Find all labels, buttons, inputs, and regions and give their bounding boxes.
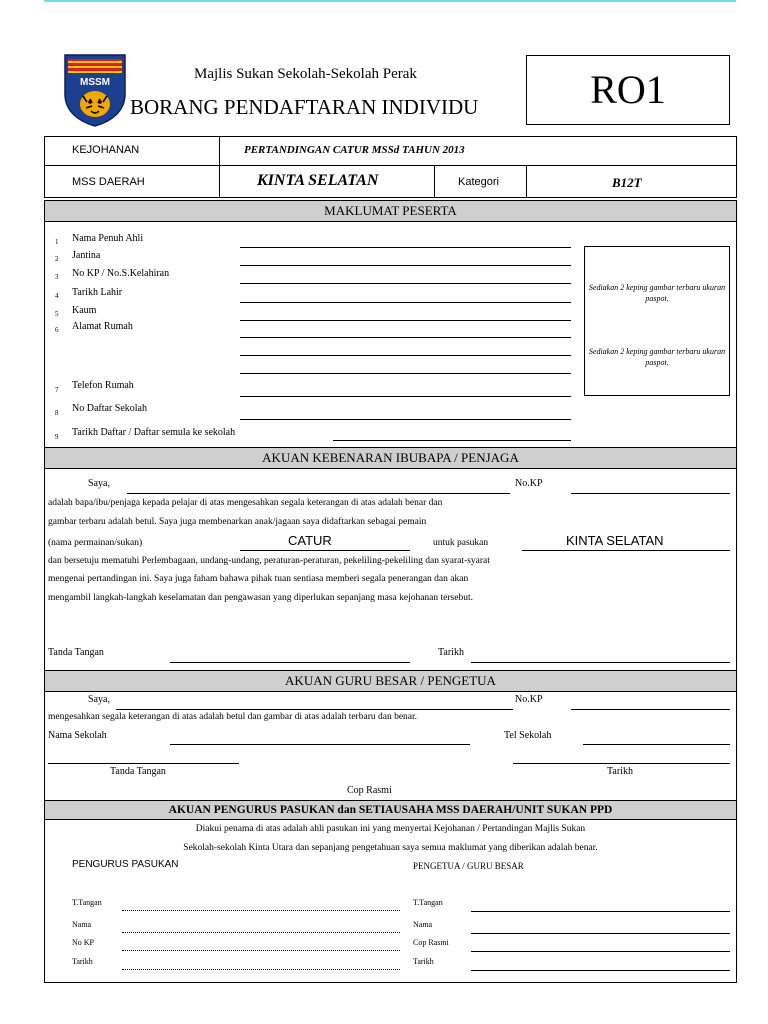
left-field-line[interactable] <box>122 950 400 951</box>
kategori-label: Kategori <box>458 176 499 188</box>
team-label: untuk pasukan <box>433 538 489 548</box>
field-label: Alamat Rumah <box>72 321 133 332</box>
left-field-label: Nama <box>72 920 92 929</box>
participant-heading: MAKLUMAT PESERTA <box>44 200 737 222</box>
manager-heading: AKUAN PENGURUS PASUKAN dan SETIAUSAHA MSS DAERAH/UNIT SUKAN PPD <box>44 800 737 820</box>
left-field-label: T.Tangan <box>72 898 102 907</box>
field-label: Telefon Rumah <box>72 380 134 391</box>
team-value: KINTA SELATAN <box>566 533 664 548</box>
parent-signature-label: Tanda Tangan <box>48 647 104 658</box>
field-num: 7 <box>55 386 59 394</box>
field-num: 1 <box>55 238 59 246</box>
parent-nokp-line[interactable] <box>571 493 730 494</box>
right-field-line[interactable] <box>471 951 730 952</box>
field-label: Nama Penuh Ahli <box>72 233 144 244</box>
principal-date-label: Tarikh <box>607 766 633 777</box>
field-num: 5 <box>55 310 59 318</box>
field-label: No Daftar Sekolah <box>72 403 147 414</box>
field-label: No KP / No.S.Kelahiran <box>72 268 170 279</box>
parent-signature-line[interactable] <box>170 662 410 663</box>
principal-nokp-line[interactable] <box>571 709 730 710</box>
parent-nokp: No.KP <box>515 478 543 489</box>
stamp-label: Cop Rasmi <box>347 785 392 796</box>
field-num: 9 <box>55 433 59 441</box>
field-line[interactable] <box>240 373 571 374</box>
field-label: Tarikh Lahir <box>72 287 123 298</box>
left-signer-title: PENGURUS PASUKAN <box>72 859 179 870</box>
school-name-label: Nama Sekolah <box>48 730 107 741</box>
left-field-line[interactable] <box>122 932 400 933</box>
principal-signature-line[interactable] <box>48 763 239 764</box>
field-label: Tarikh Daftar / Daftar semula ke sekolah <box>72 427 236 438</box>
game-value: CATUR <box>288 533 332 548</box>
right-field-line[interactable] <box>471 911 730 912</box>
principal-heading: AKUAN GURU BESAR / PENGETUA <box>44 670 737 692</box>
parent-text: mengambil langkah-langkah keselamatan dan pengawasan yang diperlukan sepanjang masa kejohanan tersebut. <box>48 593 473 603</box>
field-num: 3 <box>55 273 59 281</box>
right-field-label: Cop Rasmi <box>413 938 449 947</box>
field-line[interactable] <box>240 355 571 356</box>
principal-signature-label: Tanda Tangan <box>110 766 166 777</box>
parent-name-line[interactable] <box>127 493 510 494</box>
field-num: 4 <box>55 292 59 300</box>
logo-text: MSSM <box>80 77 110 88</box>
right-field-line[interactable] <box>471 970 730 971</box>
photo-box[interactable] <box>584 246 730 396</box>
parent-heading: AKUAN KEBENARAN IBUBAPA / PENJAGA <box>44 447 737 469</box>
photo-note: Sediakan 2 keping gambar terbaru ukuran paspot. <box>588 283 726 303</box>
field-num: 2 <box>55 255 59 263</box>
left-field-label: Tarikh <box>72 957 93 966</box>
parent-text: dan bersetuju mematuhi Perlembagaan, undang-undang, peraturan-peraturan, pekeliling-pekeliling dan syarat-syarat <box>48 556 490 566</box>
right-signer-title: PENGETUA / GURU BESAR <box>413 861 524 871</box>
field-line[interactable] <box>240 320 571 321</box>
left-field-line[interactable] <box>122 910 400 911</box>
field-line[interactable] <box>240 396 571 397</box>
parent-date-line[interactable] <box>471 662 730 663</box>
parent-text: mengenai pertandingan ini. Saya juga faham bahawa pihak tuan sentiasa memberi segala penerangan dan akan <box>48 574 469 584</box>
principal-saya: Saya, <box>88 694 110 705</box>
principal-nokp: No.KP <box>515 694 543 705</box>
top-rule <box>44 0 736 2</box>
field-line[interactable] <box>240 302 571 303</box>
right-field-label: Nama <box>413 920 433 929</box>
mss-daerah-label: MSS DAERAH <box>72 176 145 188</box>
school-tel-line[interactable] <box>583 744 730 745</box>
field-line[interactable] <box>333 440 571 441</box>
field-line[interactable] <box>240 337 571 338</box>
field-num: 8 <box>55 409 59 417</box>
field-label: Kaum <box>72 305 97 316</box>
parent-text: gambar terbaru adalah betul. Saya juga membenarkan anak/jagaan saya didaftarkan sebagai pemain <box>48 517 427 527</box>
principal-name-line[interactable] <box>116 709 513 710</box>
form-code: RO1 <box>590 67 666 112</box>
left-field-label: No KP <box>72 938 95 947</box>
mss-daerah-value: KINTA SELATAN <box>257 172 379 189</box>
manager-text: Diakui penama di atas adalah ahli pasukan ini yang menyertai Kejohanan / Pertandingan Majlis Sukan <box>195 824 586 834</box>
parent-date-label: Tarikh <box>438 647 464 658</box>
kejohanan-value: PERTANDINGAN CATUR MSSd TAHUN 2013 <box>244 144 465 156</box>
kejohanan-label: KEJOHANAN <box>72 144 140 156</box>
school-name-line[interactable] <box>170 744 470 745</box>
parent-saya: Saya, <box>88 478 110 489</box>
parent-text: adalah bapa/ibu/penjaga kepada pelajar di atas mengesahkan segala keterangan di atas adalah benar dan <box>48 498 443 508</box>
kategori-value: B12T <box>612 175 642 190</box>
principal-text: mengesahkan segala keterangan di atas adalah betul dan gambar di atas adalah terbaru dan benar. <box>48 712 418 722</box>
right-field-label: Tarikh <box>413 957 434 966</box>
right-field-label: T.Tangan <box>413 898 443 907</box>
field-line[interactable] <box>240 419 571 420</box>
tiger-head-icon <box>80 91 110 117</box>
field-num: 6 <box>55 326 59 334</box>
manager-text: Sekolah-sekolah Kinta Utara dan sepanjang pengetahuan saya semua maklumat yang diberikan adalah benar. <box>183 843 598 853</box>
form-title: BORANG PENDAFTARAN INDIVIDU <box>130 95 479 119</box>
photo-note: Sediakan 2 keping gambar terbaru ukuran paspot. <box>588 347 726 367</box>
game-label: (nama permainan/sukan) <box>48 538 143 548</box>
field-line[interactable] <box>240 247 571 248</box>
right-field-line[interactable] <box>471 933 730 934</box>
field-line[interactable] <box>240 283 571 284</box>
mssm-logo <box>62 52 128 128</box>
field-label: Jantina <box>72 250 101 261</box>
field-line[interactable] <box>240 265 571 266</box>
school-tel-label: Tel Sekolah <box>504 730 552 741</box>
organization-name: Majlis Sukan Sekolah-Sekolah Perak <box>194 66 417 82</box>
principal-date-line[interactable] <box>513 763 730 764</box>
left-field-line[interactable] <box>122 969 400 970</box>
